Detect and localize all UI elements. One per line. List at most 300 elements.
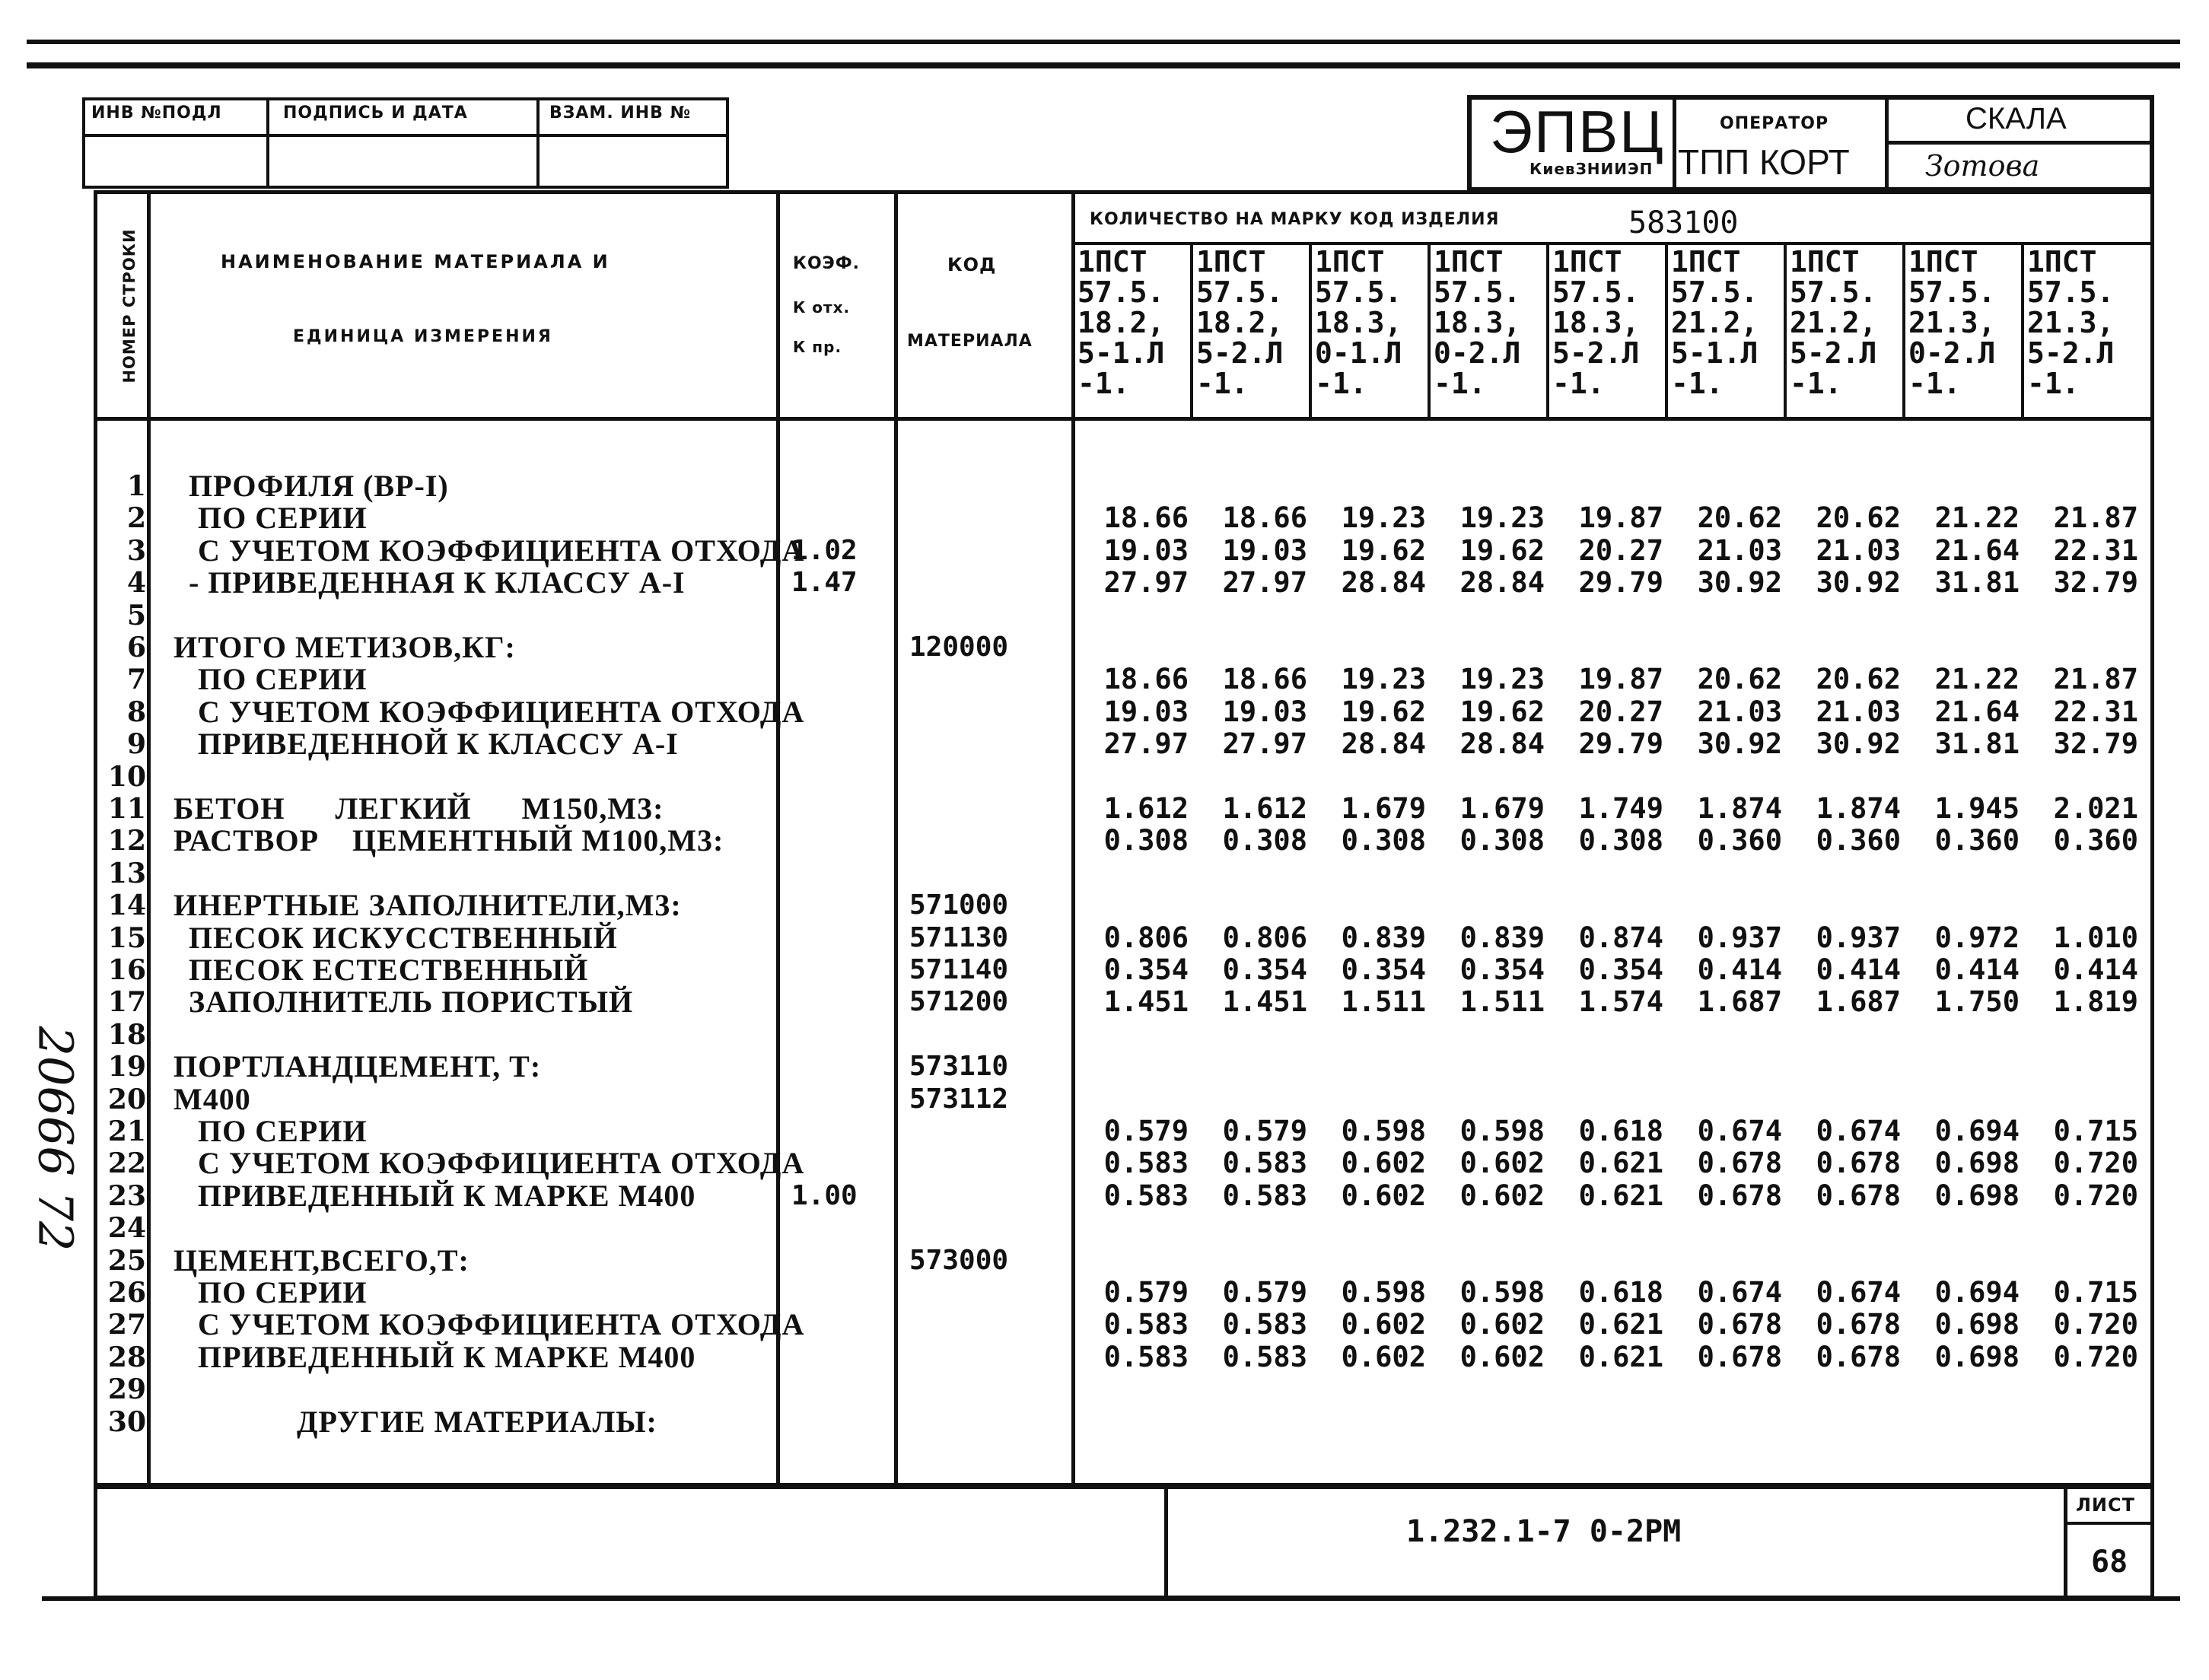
- column-header-line: 21.3,: [2027, 306, 2115, 339]
- quantity-value: 0.602: [1341, 1179, 1426, 1212]
- quantity-value: 0.360: [1934, 824, 2020, 858]
- quantity-value: 0.414: [1816, 953, 1901, 986]
- table-row: [0, 1341, 2209, 1373]
- material-name: ПРОФИЛЯ (ВР-I): [189, 469, 449, 503]
- quantity-value: 0.602: [1341, 1340, 1426, 1373]
- table-row: [0, 1051, 2209, 1083]
- quantity-value: 0.360: [1697, 824, 1782, 858]
- header-qty-label: КОЛИЧЕСТВО НА МАРКУ КОД ИЗДЕЛИЯ: [1090, 210, 1500, 229]
- quantity-value: 19.23: [1459, 663, 1545, 696]
- column-header-line: 5-1.Л: [1077, 336, 1165, 370]
- quantity-value: 0.354: [1578, 953, 1663, 986]
- row-number: 25: [107, 1244, 146, 1277]
- material-name: ПО СЕРИИ: [198, 501, 368, 536]
- quantity-value: 0.360: [1816, 824, 1901, 858]
- quantity-value: 0.354: [1222, 953, 1307, 986]
- table-row: [0, 663, 2209, 695]
- coefficient: 1.02: [791, 534, 858, 566]
- column-header-line: -1.: [1077, 367, 1130, 400]
- quantity-value: 19.87: [1578, 663, 1663, 696]
- quantity-value: 1.687: [1816, 985, 1901, 1019]
- quantity-value: 21.22: [1934, 501, 2020, 535]
- quantity-value: 21.87: [2053, 501, 2138, 535]
- table-row: [0, 535, 2209, 567]
- quantity-value: 20.62: [1816, 663, 1901, 696]
- quantity-value: 1.511: [1459, 985, 1545, 1019]
- stamp-podpis-data: ПОДПИСЬ И ДАТА: [283, 103, 468, 123]
- quantity-value: 1.945: [1934, 792, 2020, 825]
- quantity-value: 21.64: [1934, 695, 2020, 728]
- quantity-value: 0.354: [1459, 953, 1545, 986]
- quantity-value: 0.583: [1222, 1340, 1307, 1373]
- material-name: ПО СЕРИИ: [198, 1114, 368, 1148]
- column-header-line: -1.: [1315, 367, 1367, 400]
- quantity-value: 0.583: [1103, 1179, 1189, 1212]
- table-row: [0, 632, 2209, 663]
- quantity-value: 21.03: [1816, 695, 1901, 728]
- quantity-value: 0.308: [1103, 824, 1189, 858]
- row-number: 5: [126, 599, 146, 632]
- quantity-value: 0.354: [1103, 953, 1189, 986]
- material-name: РАСТВОР ЦЕМЕНТНЫЙ М100,М3:: [173, 823, 724, 858]
- quantity-value: 1.451: [1103, 985, 1189, 1019]
- row-number: 6: [126, 632, 146, 663]
- top-rule-2: [27, 62, 2180, 68]
- column-header-4: [1434, 247, 1551, 417]
- quantity-value: 0.678: [1816, 1147, 1901, 1180]
- quantity-value: 0.598: [1459, 1115, 1545, 1147]
- row-number: 22: [107, 1147, 146, 1180]
- column-header-line: 57.5.: [1671, 275, 1759, 309]
- table-row: [0, 567, 2209, 599]
- footer-sheet-number: 68: [2091, 1545, 2128, 1580]
- quantity-value: 22.31: [2053, 695, 2138, 728]
- quantity-value: 0.621: [1578, 1308, 1663, 1341]
- quantity-value: 0.583: [1103, 1340, 1189, 1373]
- bottom-rule: [42, 1596, 2180, 1601]
- org-name: ЭПВЦ: [1490, 98, 1665, 165]
- row-number: 1: [126, 470, 146, 502]
- quantity-value: 21.64: [1934, 533, 2020, 567]
- quantity-value: 0.678: [1816, 1308, 1901, 1341]
- column-header-line: 21.2,: [1790, 306, 1877, 339]
- quantity-value: 30.92: [1816, 566, 1901, 600]
- header-material-name-1: НАИМЕНОВАНИЕ МАТЕРИАЛА И: [221, 251, 610, 272]
- quantity-value: 1.612: [1222, 792, 1307, 825]
- row-number: 20: [107, 1083, 146, 1115]
- material-name: ДРУГИЕ МАТЕРИАЛЫ:: [297, 1404, 657, 1439]
- table-row: [0, 696, 2209, 728]
- header-code-1: КОД: [947, 254, 997, 275]
- column-header-line: 0-2.Л: [1908, 336, 1996, 370]
- column-header-line: 18.3,: [1315, 306, 1402, 339]
- material-name: ПРИВЕДЕННЫЙ К МАРКЕ М400: [198, 1178, 696, 1213]
- quantity-value: 1.010: [2053, 921, 2138, 954]
- quantity-value: 0.674: [1697, 1115, 1782, 1147]
- column-header-line: 5-2.Л: [2027, 336, 2115, 370]
- row-number: 21: [107, 1115, 146, 1147]
- operator-value: ТПП КОРТ: [1678, 142, 1850, 182]
- quantity-value: 0.698: [1934, 1308, 2020, 1341]
- table-row: [0, 600, 2209, 632]
- row-number: 19: [107, 1051, 146, 1083]
- skala-label: СКАЛА: [1966, 102, 2067, 135]
- quantity-value: 0.579: [1222, 1276, 1307, 1309]
- quantity-value: 0.618: [1578, 1276, 1663, 1309]
- column-header-line: 1ПСТ: [1196, 245, 1266, 278]
- column-header-3: [1315, 247, 1432, 417]
- column-header-line: 1ПСТ: [1671, 245, 1741, 278]
- quantity-value: 0.602: [1459, 1308, 1545, 1341]
- column-header-line: 5-2.Л: [1552, 336, 1640, 370]
- row-number: 14: [107, 889, 146, 922]
- quantity-value: 0.698: [1934, 1179, 2020, 1212]
- quantity-value: 0.678: [1816, 1340, 1901, 1373]
- column-header-line: 57.5.: [1434, 275, 1521, 309]
- material-name: ПЕСОК ИСКУССТВЕННЫЙ: [189, 920, 618, 955]
- quantity-value: 0.678: [1816, 1179, 1901, 1212]
- column-header-6: [1671, 247, 1788, 417]
- quantity-value: 0.674: [1816, 1115, 1901, 1147]
- quantity-value: 18.66: [1103, 663, 1189, 696]
- material-name: ПРИВЕДЕННОЙ К КЛАССУ А-I: [198, 727, 679, 762]
- quantity-value: 0.874: [1578, 921, 1663, 954]
- quantity-value: 0.839: [1341, 921, 1426, 954]
- material-code: 573110: [909, 1051, 1009, 1083]
- material-name: ПО СЕРИИ: [198, 662, 368, 697]
- quantity-value: 19.23: [1341, 501, 1426, 535]
- quantity-value: 0.602: [1459, 1147, 1545, 1180]
- quantity-value: 30.92: [1697, 566, 1782, 600]
- material-name: С УЧЕТОМ КОЭФФИЦИЕНТА ОТХОДА: [198, 1146, 805, 1181]
- quantity-value: 27.97: [1103, 727, 1189, 761]
- material-name: ПЕСОК ЕСТЕСТВЕННЫЙ: [189, 953, 589, 987]
- quantity-value: 1.874: [1697, 792, 1782, 825]
- column-header-line: 5-1.Л: [1671, 336, 1759, 370]
- quantity-value: 0.414: [1934, 953, 2020, 986]
- column-header-line: 5-2.Л: [1790, 336, 1877, 370]
- quantity-value: 0.579: [1103, 1276, 1189, 1309]
- footer-divider-h: [2064, 1522, 2154, 1525]
- quantity-value: 19.23: [1459, 501, 1545, 535]
- column-header-line: 5-2.Л: [1196, 336, 1284, 370]
- stamp-divider-v1: [266, 97, 269, 189]
- quantity-value: 0.308: [1578, 824, 1663, 858]
- quantity-value: 1.679: [1341, 792, 1426, 825]
- quantity-value: 0.621: [1578, 1147, 1663, 1180]
- quantity-value: 0.937: [1816, 921, 1901, 954]
- quantity-value: 1.687: [1697, 985, 1782, 1019]
- quantity-value: 21.03: [1697, 533, 1782, 567]
- row-number: 8: [126, 695, 146, 728]
- quantity-value: 0.583: [1222, 1147, 1307, 1180]
- column-header-5: [1552, 247, 1669, 417]
- quantity-value: 0.579: [1222, 1115, 1307, 1147]
- quantity-value: 0.806: [1103, 921, 1189, 954]
- quantity-value: 0.698: [1934, 1340, 2020, 1373]
- quantity-value: 0.579: [1103, 1115, 1189, 1147]
- column-header-line: 1ПСТ: [1552, 245, 1622, 278]
- quantity-value: 0.602: [1459, 1340, 1545, 1373]
- quantity-value: 0.674: [1697, 1276, 1782, 1309]
- quantity-value: 19.62: [1341, 533, 1426, 567]
- table-row: [0, 1083, 2209, 1115]
- quantity-value: 1.874: [1816, 792, 1901, 825]
- column-header-line: 57.5.: [1790, 275, 1877, 309]
- column-header-2: [1196, 247, 1313, 417]
- quantity-value: 1.612: [1103, 792, 1189, 825]
- quantity-value: 18.66: [1222, 501, 1307, 535]
- quantity-value: 0.715: [2053, 1276, 2138, 1309]
- quantity-value: 0.720: [2053, 1147, 2138, 1180]
- table-row: [0, 1147, 2209, 1179]
- table-row: [0, 922, 2209, 954]
- header-coef-1: КОЭФ.: [793, 254, 861, 273]
- top-rule-1: [27, 40, 2180, 44]
- material-code: 573000: [909, 1244, 1009, 1276]
- quantity-value: 20.62: [1697, 501, 1782, 535]
- column-header-line: 0-1.Л: [1315, 336, 1402, 370]
- stamp-divider-v2: [536, 97, 540, 189]
- material-name: ЦЕМЕНТ,ВСЕГО,Т:: [173, 1242, 469, 1278]
- table-row: [0, 1373, 2209, 1405]
- column-header-line: 18.2,: [1196, 306, 1284, 339]
- table-row: [0, 1242, 2209, 1278]
- quantity-value: 0.308: [1341, 824, 1426, 858]
- column-header-line: 21.3,: [1908, 306, 1996, 339]
- material-name: БЕТОН ЛЕГКИЙ М150,М3:: [173, 791, 664, 826]
- quantity-value: 19.62: [1341, 695, 1426, 728]
- quantity-value: 32.79: [2053, 566, 2138, 600]
- quantity-value: 0.806: [1222, 921, 1307, 954]
- column-header-line: -1.: [1908, 367, 1961, 400]
- quantity-value: 0.360: [2053, 824, 2138, 858]
- quantity-value: 21.87: [2053, 663, 2138, 696]
- quantity-value: 1.819: [2053, 985, 2138, 1019]
- footer-doc-code: 1.232.1-7 0-2РМ: [1406, 1514, 1682, 1549]
- row-number: 10: [107, 760, 146, 793]
- row-number: 28: [107, 1341, 146, 1373]
- material-code: 571000: [909, 889, 1009, 921]
- row-number: 7: [126, 663, 146, 696]
- quantity-value: 0.308: [1459, 824, 1545, 858]
- footer-divider-v1: [1164, 1485, 1168, 1599]
- quantity-value: 0.583: [1103, 1308, 1189, 1341]
- column-header-line: 1ПСТ: [1315, 245, 1385, 278]
- row-number: 11: [107, 793, 146, 825]
- quantity-value: 0.583: [1222, 1179, 1307, 1212]
- material-code: 571200: [909, 986, 1009, 1018]
- quantity-value: 18.66: [1222, 663, 1307, 696]
- column-header-line: 57.5.: [1908, 275, 1996, 309]
- quantity-value: 0.583: [1103, 1147, 1189, 1180]
- quantity-value: 0.678: [1697, 1308, 1782, 1341]
- skala-signature: Зотова: [1925, 149, 2040, 183]
- operator-label: ОПЕРАТОР: [1720, 114, 1829, 133]
- column-header-line: 57.5.: [1552, 275, 1640, 309]
- material-name: ПО СЕРИИ: [198, 1275, 368, 1309]
- row-number: 29: [107, 1373, 146, 1406]
- footer-block: [94, 1485, 2154, 1599]
- quantity-value: 19.03: [1222, 533, 1307, 567]
- quantity-value: 20.27: [1578, 533, 1663, 567]
- table-row: [0, 1115, 2209, 1147]
- material-name: - ПРИВЕДЕННАЯ К КЛАССУ А-I: [189, 565, 686, 600]
- material-code: 120000: [909, 632, 1009, 663]
- table-row: [0, 502, 2209, 534]
- quantity-value: 19.03: [1222, 695, 1307, 728]
- row-number: 12: [107, 825, 146, 858]
- material-name: С УЧЕТОМ КОЭФФИЦИЕНТА ОТХОДА: [198, 1307, 805, 1342]
- header-product-code: 583100: [1628, 205, 1739, 240]
- material-code: 571140: [909, 954, 1009, 985]
- row-number: 23: [107, 1179, 146, 1212]
- table-row: [0, 986, 2209, 1018]
- quantity-value: 0.972: [1934, 921, 2020, 954]
- column-header-1: [1077, 247, 1195, 417]
- quantity-value: 21.22: [1934, 663, 2020, 696]
- row-number: 30: [107, 1405, 146, 1438]
- header-bottom-rule: [94, 417, 2154, 421]
- row-number: 18: [107, 1018, 146, 1051]
- quantity-value: 1.451: [1222, 985, 1307, 1019]
- table-row: [0, 728, 2209, 760]
- quantity-value: 0.598: [1341, 1115, 1426, 1147]
- row-number: 4: [126, 567, 146, 600]
- table-row: [0, 1180, 2209, 1212]
- quantity-value: 32.79: [2053, 727, 2138, 761]
- row-number: 9: [126, 728, 146, 761]
- quantity-value: 0.583: [1222, 1308, 1307, 1341]
- quantity-value: 0.621: [1578, 1340, 1663, 1373]
- quantity-value: 0.414: [1697, 953, 1782, 986]
- table-row: [0, 825, 2209, 857]
- column-header-line: 57.5.: [1196, 275, 1284, 309]
- header-code-2: МАТЕРИАЛА: [907, 332, 1033, 351]
- margin-note: 20666 72: [27, 1026, 84, 1252]
- table-row: [0, 1019, 2209, 1051]
- quantity-value: 19.03: [1103, 533, 1189, 567]
- column-header-line: -1.: [2027, 367, 2080, 400]
- table-row: [0, 1277, 2209, 1309]
- quantity-value: 1.750: [1934, 985, 2020, 1019]
- column-header-line: 57.5.: [2027, 275, 2115, 309]
- quantity-value: 0.414: [2053, 953, 2138, 986]
- quantity-value: 0.308: [1222, 824, 1307, 858]
- table-row: [0, 954, 2209, 986]
- footer-sheet-label: ЛИСТ: [2076, 1494, 2136, 1516]
- quantity-value: 0.678: [1697, 1179, 1782, 1212]
- column-header-8: [1908, 247, 2026, 417]
- material-name: ЗАПОЛНИТЕЛЬ ПОРИСТЫЙ: [189, 985, 634, 1020]
- quantity-value: 0.678: [1697, 1147, 1782, 1180]
- quantity-value: 1.511: [1341, 985, 1426, 1019]
- row-number: 16: [107, 954, 146, 986]
- quantity-value: 31.81: [1934, 566, 2020, 600]
- row-number: 26: [107, 1277, 146, 1309]
- material-code: 573112: [909, 1083, 1009, 1115]
- quantity-value: 28.84: [1341, 727, 1426, 761]
- quantity-value: 21.03: [1697, 695, 1782, 728]
- quantity-value: 0.598: [1341, 1276, 1426, 1309]
- quantity-value: 0.698: [1934, 1147, 2020, 1180]
- quantity-value: 0.715: [2053, 1115, 2138, 1147]
- quantity-value: 1.679: [1459, 792, 1545, 825]
- stamp-vzam-inv: ВЗАМ. ИНВ №: [549, 103, 692, 123]
- quantity-value: 0.354: [1341, 953, 1426, 986]
- column-header-line: 18.3,: [1552, 306, 1640, 339]
- quantity-value: 19.03: [1103, 695, 1189, 728]
- quantity-value: 0.602: [1341, 1147, 1426, 1180]
- column-header-line: 0-2.Л: [1434, 336, 1521, 370]
- column-header-line: 18.3,: [1434, 306, 1521, 339]
- quantity-value: 20.27: [1578, 695, 1663, 728]
- table-row: [0, 858, 2209, 889]
- quantity-value: 21.03: [1816, 533, 1901, 567]
- quantity-value: 18.66: [1103, 501, 1189, 535]
- quantity-value: 0.720: [2053, 1179, 2138, 1212]
- material-name: ПОРТЛАНДЦЕМЕНТ, Т:: [173, 1049, 542, 1084]
- quantity-value: 0.694: [1934, 1115, 2020, 1147]
- quantity-value: 0.598: [1459, 1276, 1545, 1309]
- material-code: 571130: [909, 921, 1009, 953]
- org-divider-v1: [1673, 95, 1676, 192]
- quantity-value: 2.021: [2053, 792, 2138, 825]
- row-number: 13: [107, 857, 146, 889]
- quantity-value: 0.694: [1934, 1276, 2020, 1309]
- column-header-line: 21.2,: [1671, 306, 1759, 339]
- quantity-value: 28.84: [1459, 566, 1545, 600]
- quantity-value: 29.79: [1578, 727, 1663, 761]
- quantity-value: 22.31: [2053, 533, 2138, 567]
- header-material-name-2: ЕДИНИЦА ИЗМЕРЕНИЯ: [293, 327, 553, 346]
- column-header-line: 57.5.: [1315, 275, 1402, 309]
- column-header-line: -1.: [1671, 367, 1724, 400]
- quantity-value: 28.84: [1341, 566, 1426, 600]
- row-number: 15: [107, 921, 146, 954]
- org-sub: КиевЗНИИЭП: [1529, 160, 1654, 178]
- quantity-value: 20.62: [1816, 501, 1901, 535]
- quantity-value: 0.678: [1697, 1340, 1782, 1373]
- footer-divider-v2: [2064, 1485, 2067, 1599]
- row-number: 2: [126, 502, 146, 535]
- quantity-value: 0.621: [1578, 1179, 1663, 1212]
- table-row: [0, 470, 2209, 502]
- material-name: С УЧЕТОМ КОЭФФИЦИЕНТА ОТХОДА: [198, 694, 805, 729]
- column-header-line: 18.2,: [1077, 306, 1165, 339]
- quantity-value: 0.674: [1816, 1276, 1901, 1309]
- quantity-value: 0.602: [1459, 1179, 1545, 1212]
- quantity-value: 30.92: [1697, 727, 1782, 761]
- quantity-value: 19.23: [1341, 663, 1426, 696]
- table-row: [0, 1309, 2209, 1341]
- quantity-value: 0.839: [1459, 921, 1545, 954]
- column-header-line: 1ПСТ: [1790, 245, 1860, 278]
- quantity-value: 27.97: [1222, 727, 1307, 761]
- column-header-line: 1ПСТ: [1077, 245, 1147, 278]
- table-row: [0, 889, 2209, 921]
- header-row-number: НОМЕР СТРОКИ: [120, 228, 138, 383]
- table-row: [0, 1406, 2209, 1438]
- quantity-value: 31.81: [1934, 727, 2020, 761]
- row-number: 27: [107, 1309, 146, 1341]
- quantity-value: 27.97: [1103, 566, 1189, 600]
- quantity-value: 0.618: [1578, 1115, 1663, 1147]
- material-name: С УЧЕТОМ КОЭФФИЦИЕНТА ОТХОДА: [198, 533, 805, 568]
- stamp-inv-podl: ИНВ №ПОДЛ: [91, 103, 222, 123]
- column-header-line: -1.: [1434, 367, 1486, 400]
- quantity-value: 19.87: [1578, 501, 1663, 535]
